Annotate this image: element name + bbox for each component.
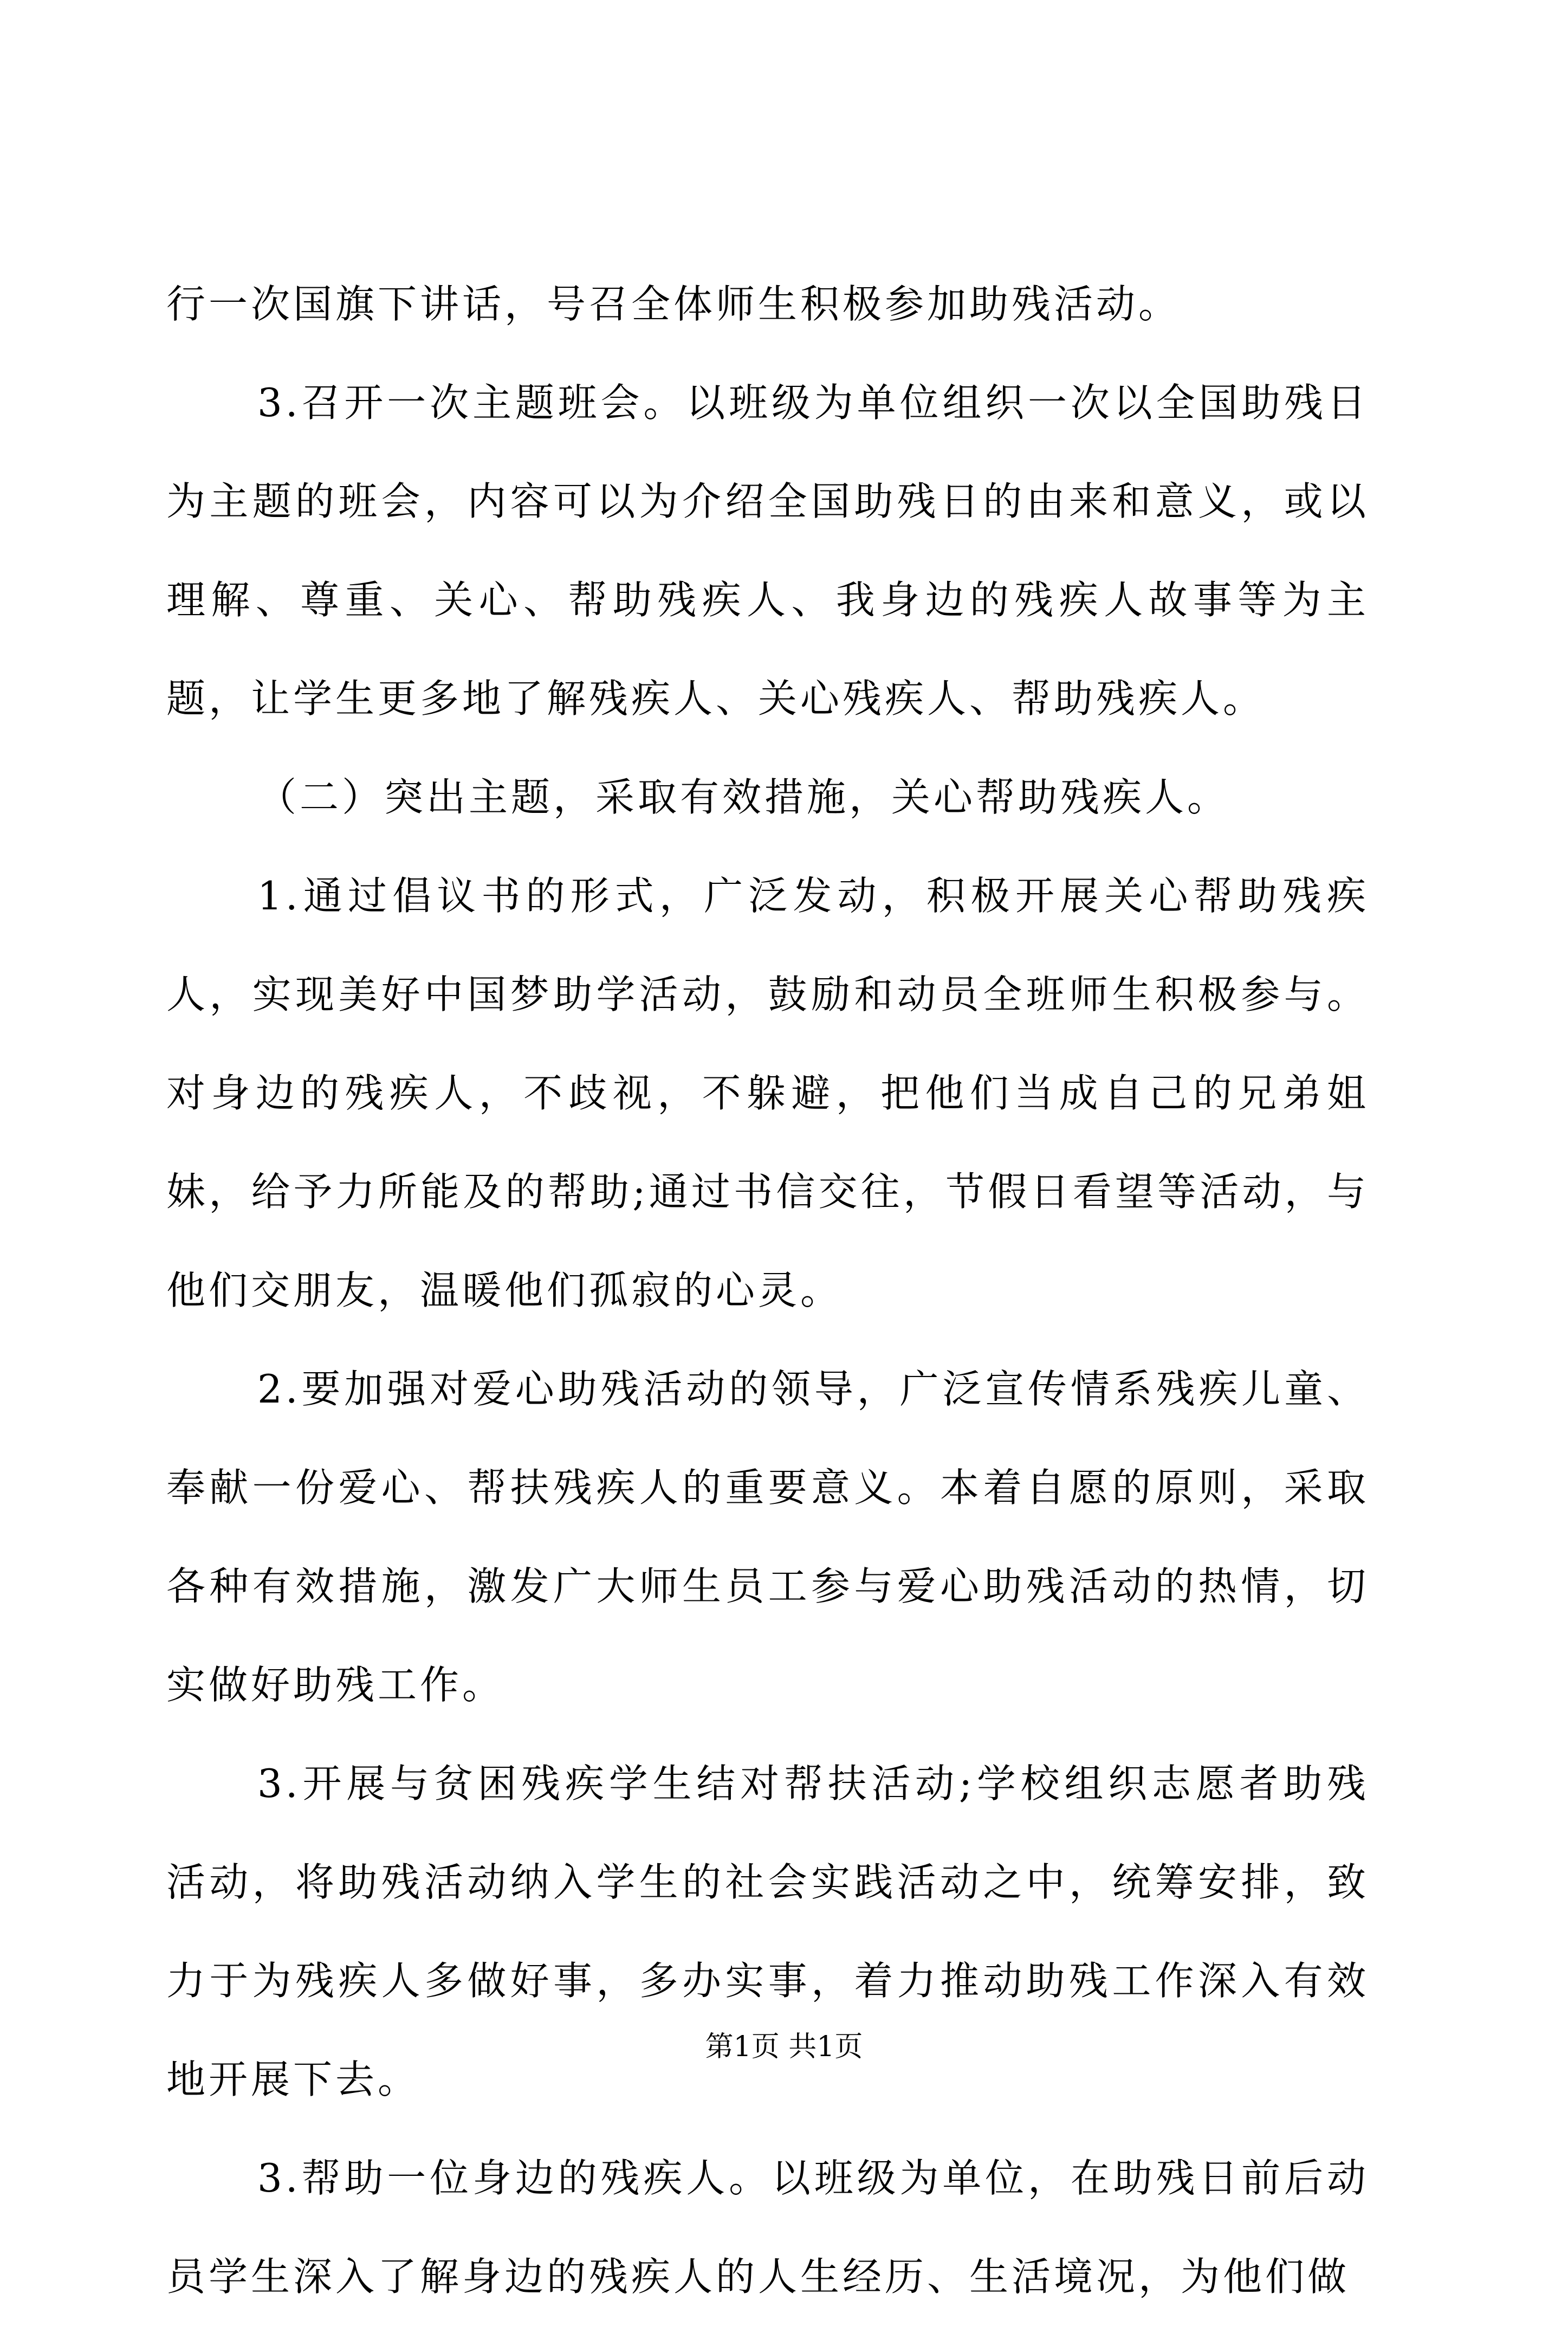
document-body: [166, 255, 1369, 2326]
section-heading-2: （二）突出主题，采取有效措施，关心帮助残疾人。: [257, 774, 1230, 820]
paragraph-item-2-leadership: 2.要加强对爱心助残活动的领导，广泛宣传情系残疾儿童、奉献一份爱心、帮扶残疾人的重要意义。本着自愿的原则，采取各种有效措施，激发广大师生员工参与爱心助残活动的热情，切实做好助残工作。: [166, 1366, 1369, 1708]
paragraph-item-1-proposal: 1.通过倡议书的形式，广泛发动，积极开展关心帮助残疾人，实现美好中国梦助学活动，鼓励和动员全班师生积极参与。对身边的残疾人，不歧视，不躲避，把他们当成自己的兄弟姐妹，给予力所能及的帮助;通过书信交往，节假日看望等活动，与他们交朋友，温暖他们孤寂的心灵。: [166, 873, 1369, 1313]
paragraph-continuation: 行一次国旗下讲话，号召全体师生积极参加助残活动。: [166, 281, 1181, 327]
page-number-footer: 第1页 共1页: [705, 2031, 863, 2063]
paragraph-item-3-help-one-person: 3.帮助一位身边的残疾人。以班级为单位，在助残日前后动员学生深入了解身边的残疾人的人生经历、生活境况，为他们做: [166, 2155, 1369, 2299]
paragraph-item-3-pairing-support: 3.开展与贫困残疾学生结对帮扶活动;学校组织志愿者助残活动，将助残活动纳入学生的社会实践活动之中，统筹安排，致力于为残疾人多做好事，多办实事，着力推动助残工作深入有效地开展下去。: [166, 1761, 1369, 2102]
paragraph-item-3-theme-class-meeting: 3.召开一次主题班会。以班级为单位组织一次以全国助残日为主题的班会，内容可以为介绍全国助残日的由来和意义，或以理解、尊重、关心、帮助残疾人、我身边的残疾人故事等为主题，让学生更多地了解残疾人、关心残疾人、帮助残疾人。: [166, 380, 1369, 721]
